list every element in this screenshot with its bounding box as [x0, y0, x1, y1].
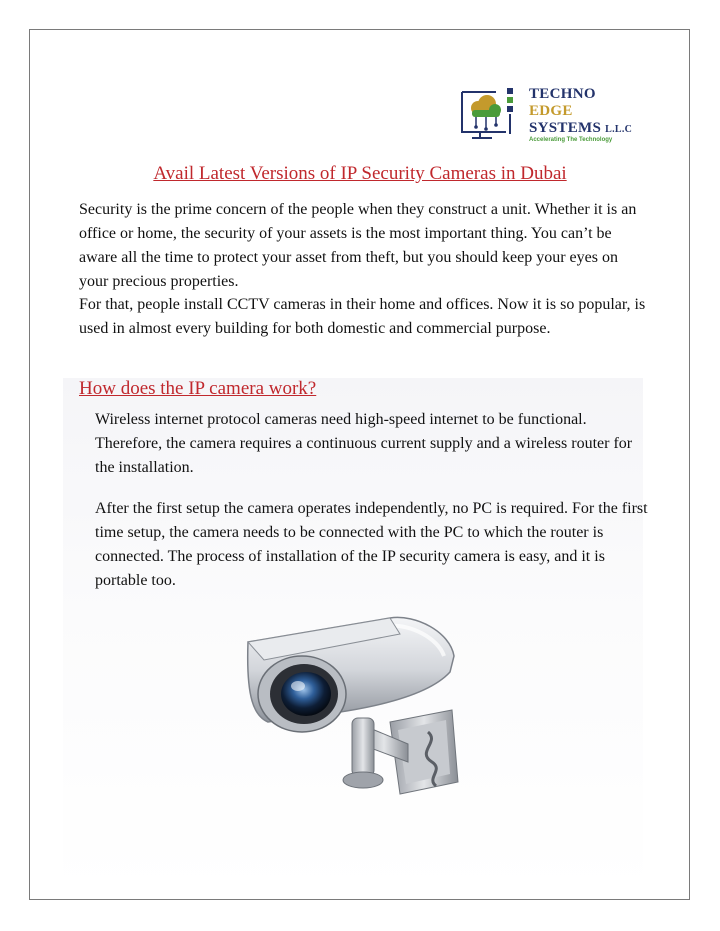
section-paragraph-2: After the first setup the camera operates independently, no PC is required. For the first time setup, the camera needs to be connected with the PC to which the router is connected. The process of installation of the IP security camera is easy, and it is portable too.	[95, 500, 648, 589]
company-logo	[458, 86, 658, 146]
section-paragraph-1: Wireless internet protocol cameras need high-speed internet to be functional. Therefore, the camera requires a continuous current supply and a wireless router for the installation.	[95, 411, 633, 476]
section-heading	[79, 378, 316, 400]
cctv-camera-icon	[240, 612, 480, 808]
logo-mark-icon	[458, 86, 528, 142]
logo-text-techno: TECHNO	[529, 86, 596, 102]
page-title-text: Avail Latest Versions of IP Security Cameras in Dubai	[153, 163, 567, 184]
intro-paragraph-1: Security is the prime concern of the people when they construct a unit. Whether it is an office or home, the security of your assets is the most important thing. You can’t be aware all the time to protect your asset from theft, but you should keep your eyes on your precious properties.	[79, 201, 637, 290]
logo-text-systems-word: SYSTEMS	[529, 120, 602, 136]
section-heading-text: How does the IP camera work?	[79, 378, 317, 399]
intro-paragraph-2: For that, people install CCTV cameras in their home and offices. Now it is so popular, is used in almost every building for both domestic and commercial purpose.	[79, 296, 646, 337]
logo-text-edge: EDGE	[529, 103, 573, 119]
logo-text-llc: L.L.C	[605, 124, 633, 135]
logo-text-systems	[529, 120, 632, 137]
page-title	[0, 163, 720, 185]
logo-tagline: Accelerating The Technology	[529, 137, 613, 143]
